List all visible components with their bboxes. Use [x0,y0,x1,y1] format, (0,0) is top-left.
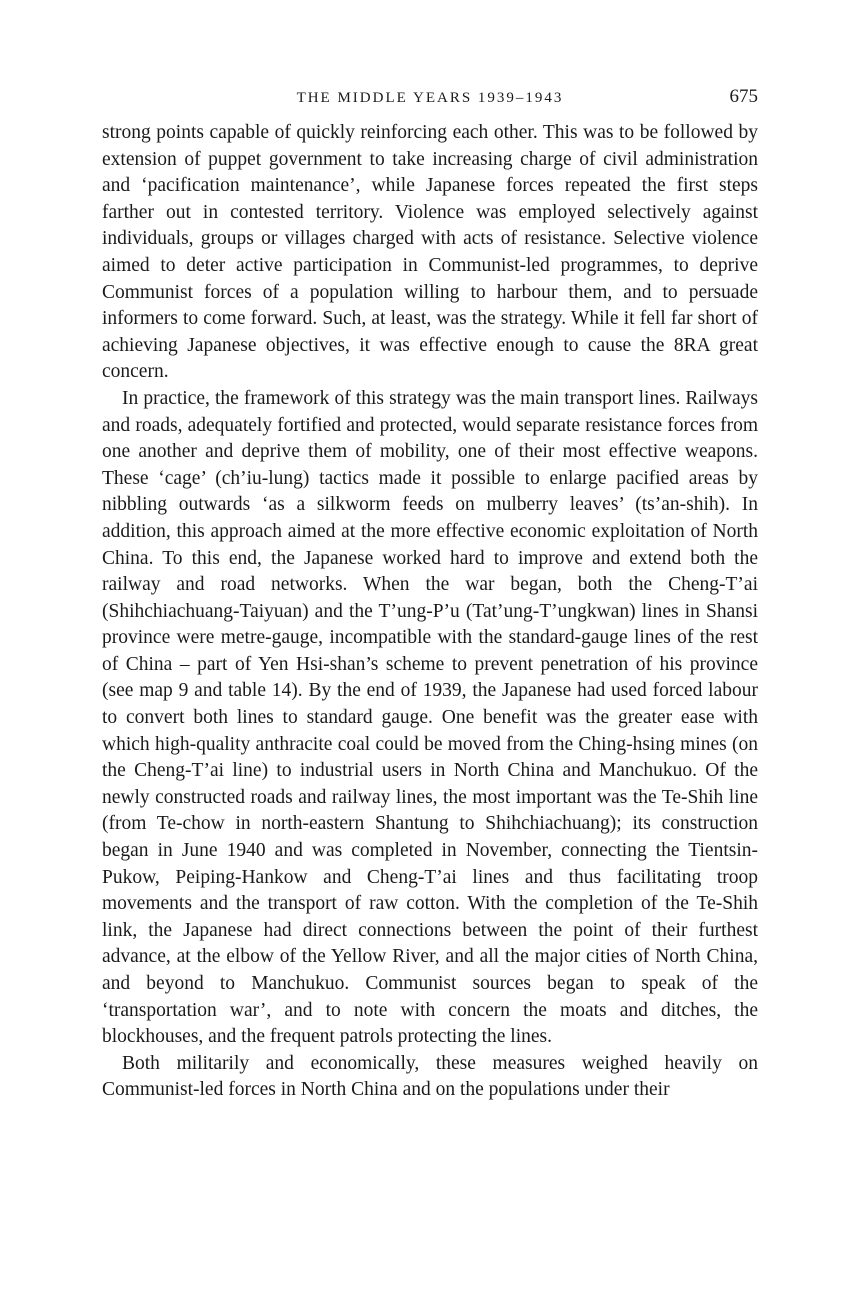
running-title: THE MIDDLE YEARS 1939–1943 [296,90,564,106]
paragraph-transport-lines: In practice, the framework of this strategy was the main transport lines. Railways and roads, adequately fortified and protected, would separate resistance forces from one another and deprive them of mobility, one of their most effective weapons. These ‘cage’ (ch’iu-lung) tactics made it possible to enlarge pacified areas by nibbling outwards ‘as a silkworm feeds on mulberry leaves’ (ts’an-shih). In addition, this approach aimed at the more effective economic exploitation of North China. To this end, the Japanese worked hard to improve and extend both the railway and road networks. When the war began, both the Cheng-T’ai (Shihchiachuang-Taiyuan) and the T’ung-P’u (Tat’ung-T’ungkwan) lines in Shansi province were metre-gauge, incompatible with the standard-gauge lines of the rest of China – part of Yen Hsi-shan’s scheme to prevent penetration of his province (see map 9 and table 14). By the end of 1939, the Japanese had used forced labour to convert both lines to standard gauge. One benefit was the greater ease with which high-quality anthracite coal could be moved from the Ching-hsing mines (on the Cheng-T’ai line) to industrial users in North China and Manchukuo. Of the newly constructed roads and railway lines, the most important was the Te-Shih line (from Te-chow in north-eastern Shantung to Shihchiachuang); its construction began in June 1940 and was completed in November, connecting the Tientsin-Pukow, Peiping-Hankow and Cheng-T’ai lines and thus facilitating troop movements and the transport of raw cotton. With the completion of the Te-Shih link, the Japanese had direct connections between the point of their furthest advance, at the elbow of the Yellow River, and all the major cities of North China, and beyond to Manchukuo. Communist sources began to speak of the ‘transportation war’, and to note with concern the moats and ditches, the blockhouses, and the frequent patrols protecting the lines. [102,387,758,1048]
page-number: 675 [729,86,758,107]
body-text [102,120,758,1104]
paragraph-measures: Both militarily and economically, these measures weighed heavily on Communist-led forces in North China and on the populations under their [102,1052,758,1101]
paragraph-continuation: strong points capable of quickly reinforcing each other. This was to be followed by extension of puppet government to take increasing charge of civil administration and ‘pacification maintenance’, while Japanese forces repeated the first steps farther out in contested territory. Violence was employed selectively against individuals, groups or villages charged with acts of resistance. Selective violence aimed to deter active participation in Communist-led programmes, to deprive Communist forces of a population willing to harbour them, and to persuade informers to come forward. Such, at least, was the strategy. While it fell far short of achieving Japanese objectives, it was effective enough to cause the 8RA great concern. [102,122,758,383]
running-head [102,86,758,120]
book-page [102,86,758,1104]
